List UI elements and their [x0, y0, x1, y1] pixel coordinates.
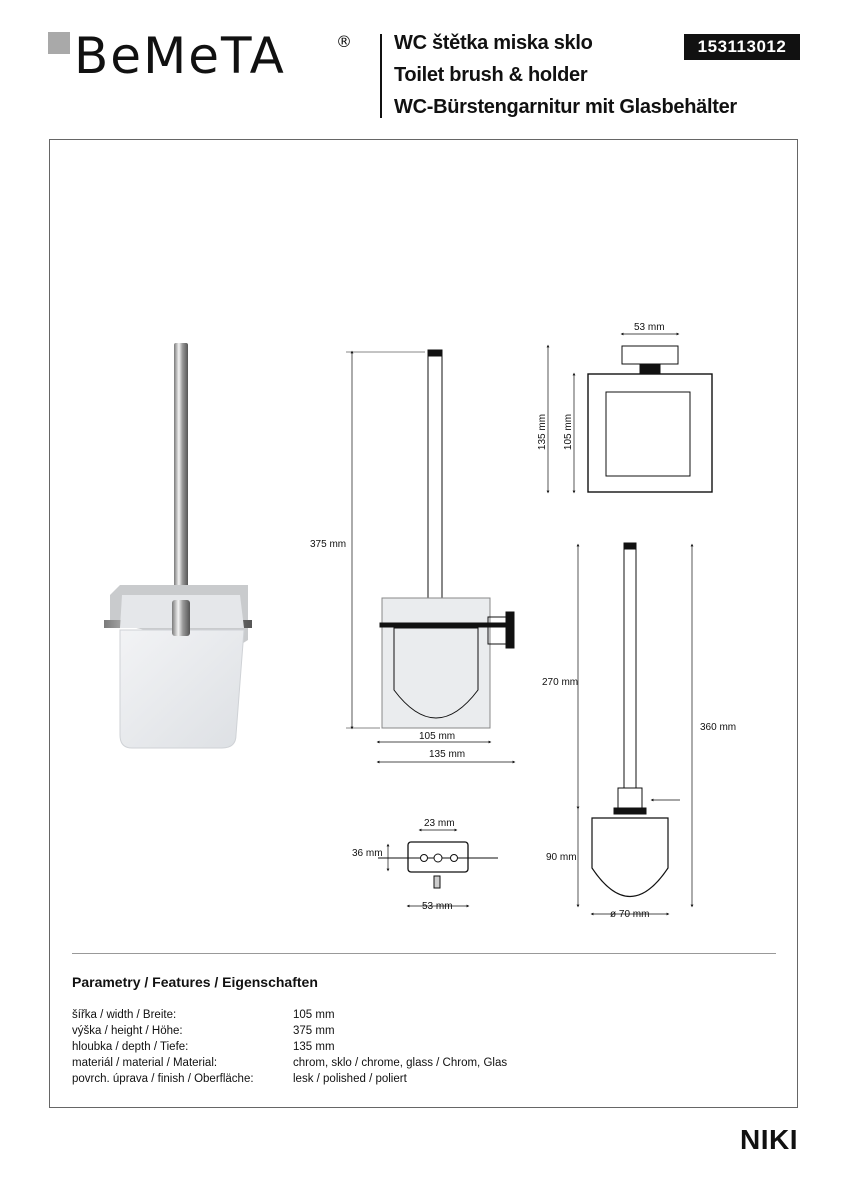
- dim-side-height: 375 mm: [310, 539, 347, 550]
- feature-label: výška / height / Höhe:: [72, 1025, 183, 1037]
- feature-row: [72, 1009, 772, 1025]
- title-english: Toilet brush & holder: [394, 64, 588, 86]
- dim-top-width: 53 mm: [634, 322, 665, 333]
- brush-view-drawing: [578, 543, 692, 914]
- dim-brush-diameter: ø 70 mm: [610, 909, 650, 920]
- feature-row: [72, 1073, 772, 1089]
- dim-side-inner-width: 105 mm: [419, 731, 456, 742]
- dim-brush-height: 270 mm: [542, 677, 579, 688]
- features-divider: [72, 953, 776, 954]
- feature-value: chrom, sklo / chrome, glass / Chrom, Glas: [293, 1057, 508, 1069]
- logo-square-icon: [48, 32, 70, 54]
- dim-brush-total: 360 mm: [700, 722, 737, 733]
- feature-row: [72, 1025, 772, 1041]
- feature-value: 105 mm: [293, 1009, 335, 1021]
- feature-label: materiál / material / Material:: [72, 1057, 218, 1069]
- brand-logo: BeMeTA: [74, 27, 286, 85]
- feature-row: [72, 1057, 772, 1073]
- dim-brush-head-height: 90 mm: [546, 852, 577, 863]
- bracket-view-drawing: [378, 830, 498, 906]
- product-code-badge: 153113012: [684, 34, 800, 60]
- title-czech: WC štětka miska sklo: [394, 32, 593, 54]
- feature-label: hloubka / depth / Tiefe:: [72, 1041, 189, 1053]
- series-name: NIKI: [740, 1124, 798, 1155]
- side-view-drawing: [346, 350, 514, 762]
- dim-top-height: 135 mm: [537, 413, 548, 451]
- dim-top-inner-height: 105 mm: [563, 413, 574, 451]
- feature-value: 375 mm: [293, 1025, 335, 1037]
- feature-row: [72, 1041, 772, 1057]
- dim-side-width: 135 mm: [429, 749, 466, 760]
- dim-bracket-width: 53 mm: [422, 901, 453, 912]
- feature-value: 135 mm: [293, 1041, 335, 1053]
- title-divider: [380, 34, 382, 118]
- dim-bracket-depth: 36 mm: [352, 848, 383, 859]
- top-view-drawing: [548, 334, 712, 492]
- feature-label: šířka / width / Breite:: [72, 1009, 177, 1021]
- features-title: Parametry / Features / Eigenschaften: [72, 974, 318, 990]
- registered-mark: ®: [336, 32, 352, 51]
- title-german: WC-Bürstengarnitur mit Glasbehälter: [394, 96, 737, 118]
- dim-bracket-gap: 23 mm: [424, 818, 455, 829]
- feature-value: lesk / polished / poliert: [293, 1073, 407, 1085]
- feature-label: povrch. úprava / finish / Oberfläche:: [72, 1073, 254, 1085]
- technical-drawing: [50, 140, 797, 1107]
- product-photo: [104, 343, 252, 748]
